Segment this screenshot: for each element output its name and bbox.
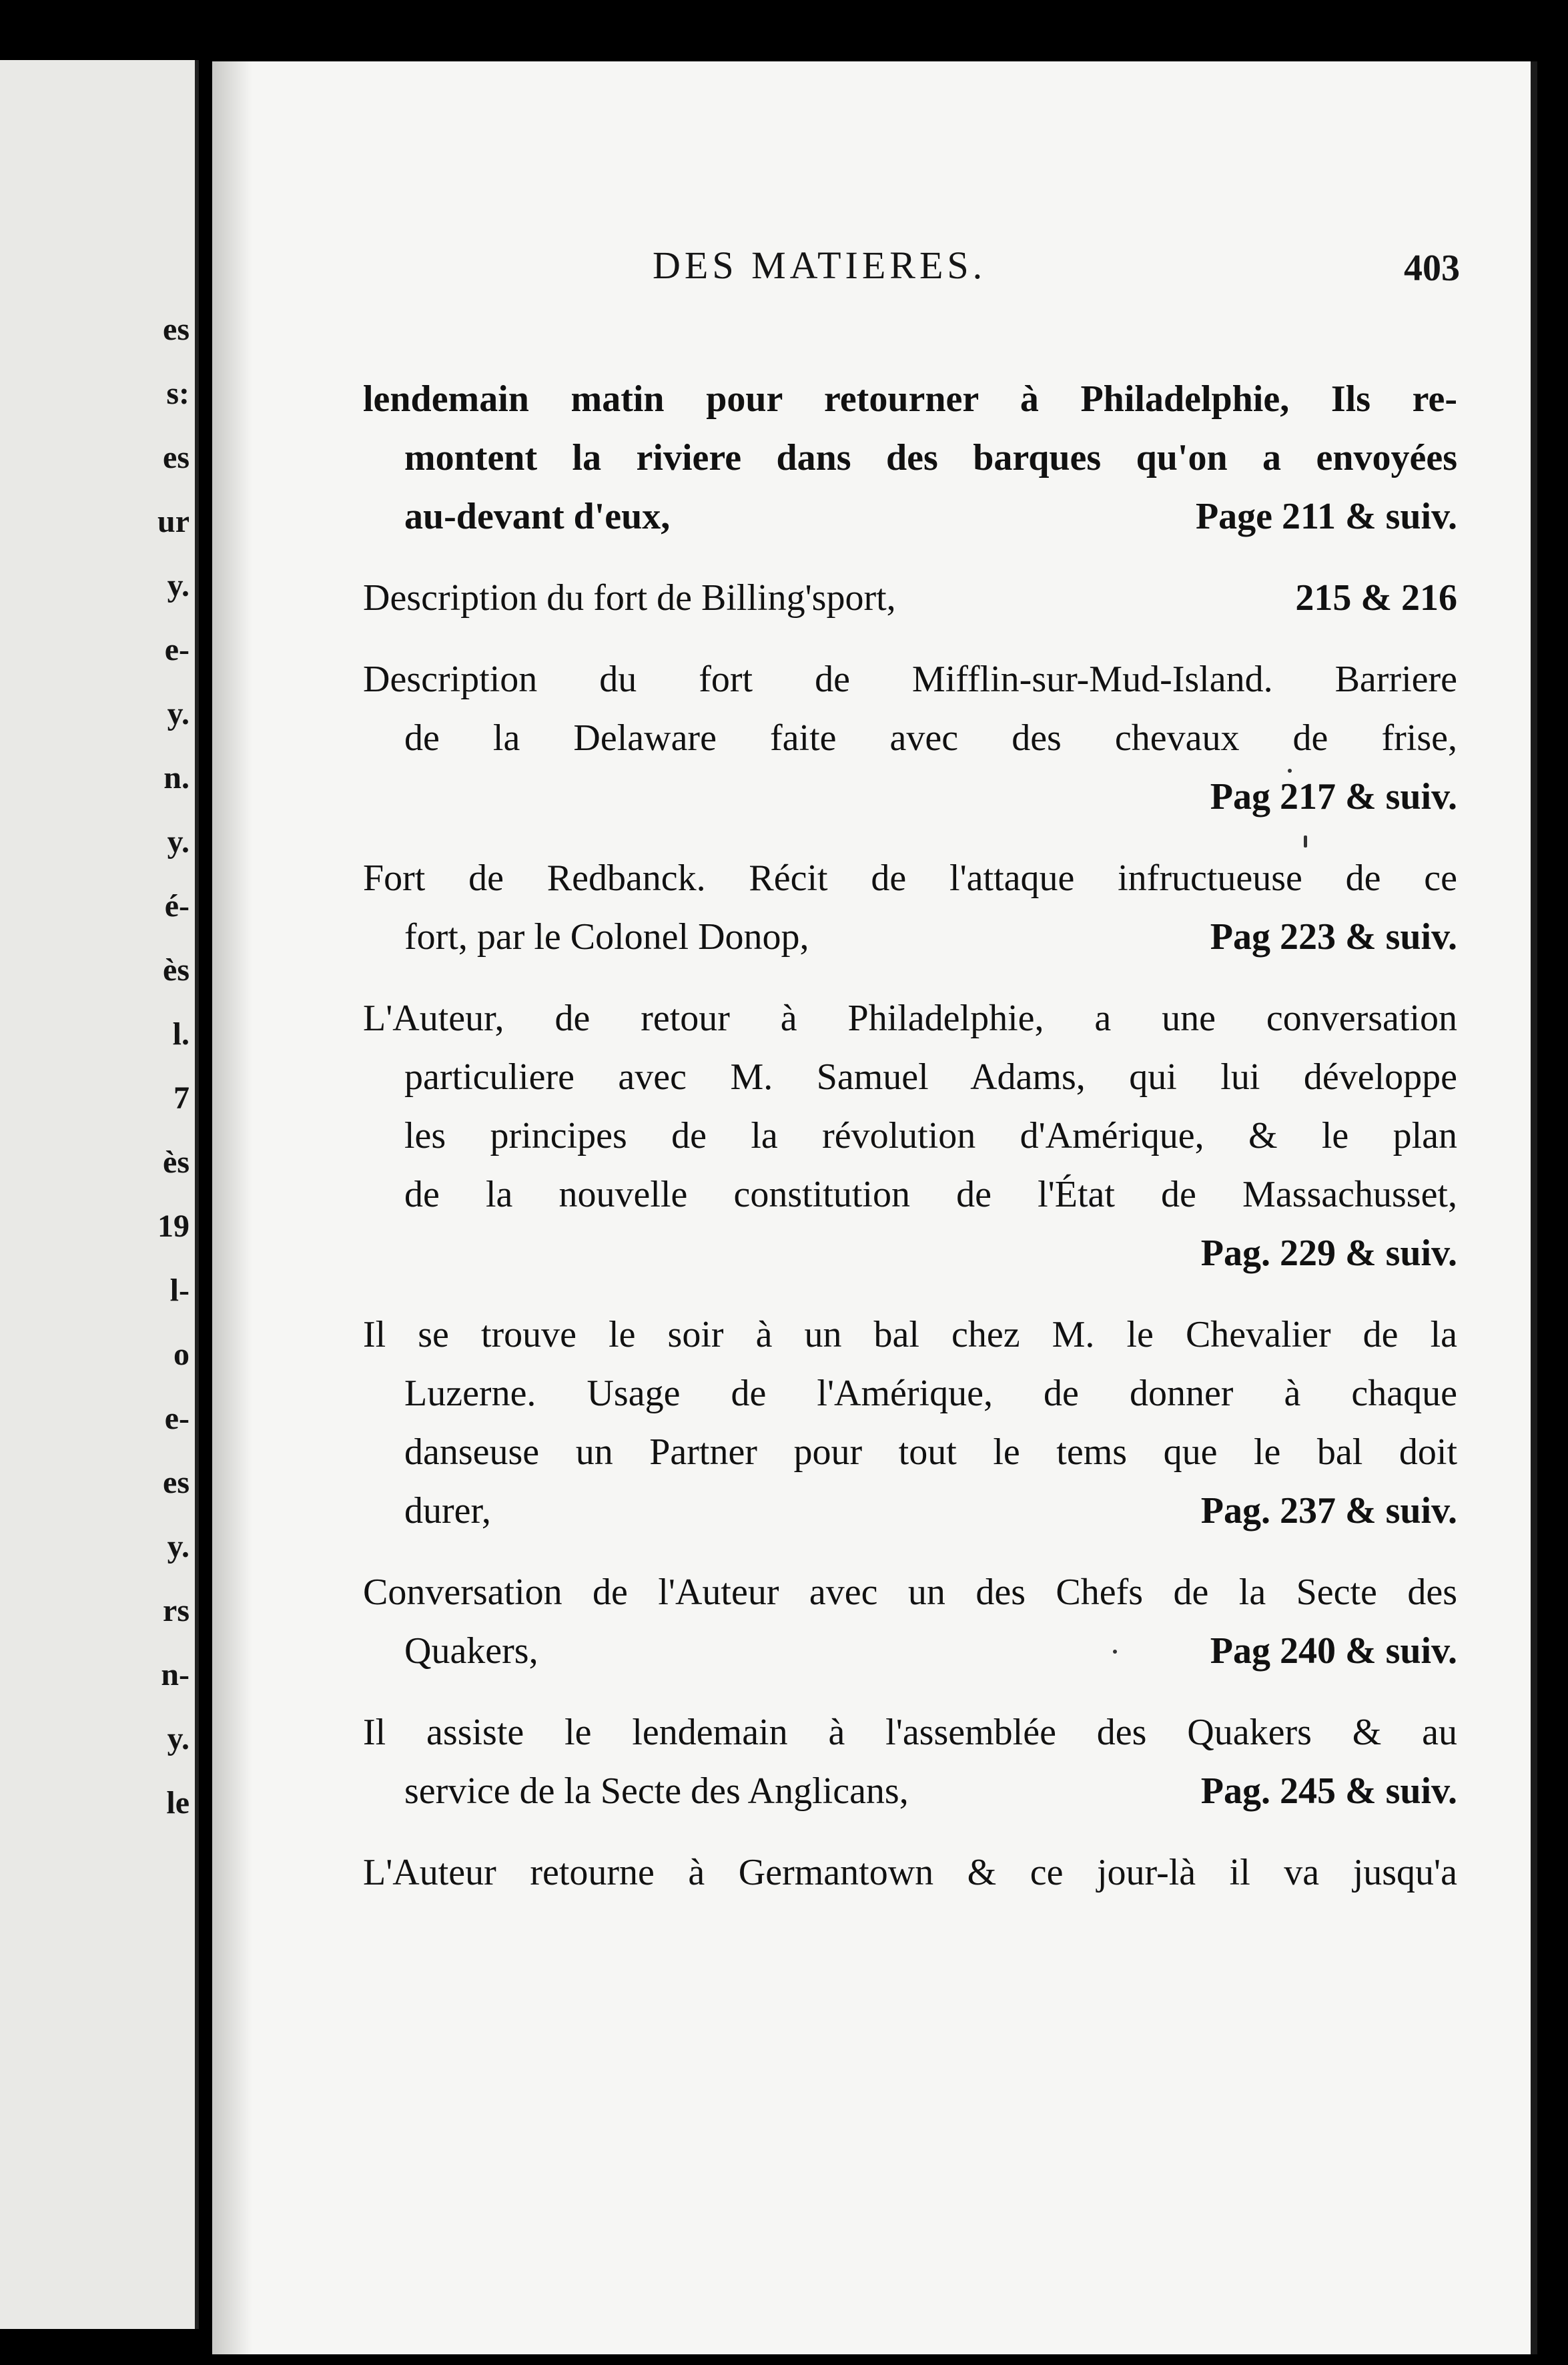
- ink-speck: [1113, 1650, 1117, 1654]
- index-entry: [363, 1305, 1457, 1540]
- facing-page-fragment: 7: [173, 1080, 189, 1116]
- facing-page-fragment: 19: [157, 1209, 189, 1244]
- entry-last-text: durer,: [404, 1490, 491, 1532]
- entry-line: de la Delaware faite avec des chevaux de frise,: [404, 717, 1457, 759]
- entry-last-text: Quakers,: [404, 1630, 538, 1672]
- page-reference: Pag 240 & suiv.: [1210, 1630, 1457, 1672]
- index-entry: [363, 849, 1457, 966]
- facing-page-fragment: ès: [163, 1144, 189, 1180]
- page-reference: Page 211 & suiv.: [1195, 496, 1457, 537]
- entry-line: Fort de Redbanck. Récit de l'attaque infructueuse de ce: [363, 858, 1457, 899]
- entry-line: Il assiste le lendemain à l'assemblée des Quakers & au: [363, 1712, 1457, 1753]
- facing-page-fragment: s:: [166, 376, 189, 411]
- entry-reference-line: [363, 908, 1457, 966]
- index-entry: [363, 370, 1457, 546]
- facing-page-fragment: e-: [164, 1401, 189, 1436]
- facing-page-fragment: y.: [167, 1721, 189, 1756]
- page-reference: Pag. 245 & suiv.: [1200, 1770, 1457, 1812]
- entry-reference-line: [363, 1224, 1457, 1283]
- facing-page-fragment: n-: [161, 1657, 189, 1692]
- facing-page-fragment: y.: [167, 1529, 189, 1564]
- entry-last-text: service de la Secte des Anglicans,: [404, 1770, 909, 1812]
- facing-page-fragment: es: [163, 440, 189, 475]
- ink-speck: [1304, 835, 1307, 848]
- running-head: [572, 243, 1460, 303]
- facing-page-fragment: e-: [164, 632, 189, 667]
- entry-reference-line: [363, 1481, 1457, 1540]
- index-entries: [363, 370, 1457, 1925]
- facing-page-fragment: é-: [164, 888, 189, 924]
- entry-last-text: Description du fort de Billing'sport,: [363, 577, 896, 619]
- page-number: 403: [1404, 248, 1460, 289]
- entry-line: Il se trouve le soir à un bal chez M. le Chevalier de la: [363, 1314, 1457, 1355]
- index-entry: [363, 1703, 1457, 1820]
- entry-last-text: au-devant d'eux,: [404, 496, 671, 537]
- facing-page-fragment: y.: [167, 696, 189, 731]
- entry-line: particuliere avec M. Samuel Adams, qui lui développe: [404, 1056, 1457, 1098]
- entry-line: les principes de la révolution d'Amérique, & le plan: [404, 1115, 1457, 1156]
- entry-last-text: fort, par le Colonel Donop,: [404, 916, 809, 958]
- entry-reference-line: [363, 1762, 1457, 1820]
- entry-line: Luzerne. Usage de l'Amérique, de donner à chaque: [404, 1373, 1457, 1414]
- index-entry: [363, 989, 1457, 1283]
- facing-page-fragment: l-: [169, 1273, 189, 1308]
- entry-line: de la nouvelle constitution de l'État de Massachusset,: [404, 1174, 1457, 1215]
- entry-reference-line: [363, 487, 1457, 546]
- facing-page-fragment: y.: [167, 568, 189, 603]
- page-reference: Pag 217 & suiv.: [1210, 776, 1457, 817]
- entry-line: Description du fort de Mifflin-sur-Mud-Island. Barriere: [363, 659, 1457, 700]
- index-entry: [363, 650, 1457, 826]
- page-reference: Pag. 229 & suiv.: [1200, 1233, 1457, 1274]
- entry-reference-line: [363, 767, 1457, 826]
- facing-page-fragment: rs: [163, 1593, 189, 1628]
- entry-line: montent la riviere dans des barques qu'on a envoyées: [404, 437, 1457, 478]
- index-entry: [363, 1843, 1457, 1902]
- index-entry: [363, 569, 1457, 627]
- entry-line: Conversation de l'Auteur avec un des Chefs de la Secte des: [363, 1572, 1457, 1613]
- facing-page-edge: [0, 60, 199, 2329]
- entry-line: L'Auteur, de retour à Philadelphie, a une conversation: [363, 998, 1457, 1039]
- entry-reference-line: [363, 1622, 1457, 1680]
- index-entry: [363, 1563, 1457, 1680]
- page-reference: 215 & 216: [1295, 577, 1457, 619]
- entry-line: lendemain matin pour retourner à Philadelphie, Ils re-: [363, 378, 1457, 420]
- entry-line: L'Auteur retourne à Germantown & ce jour-là il va jusqu'a: [363, 1852, 1457, 1893]
- facing-page-fragment: y.: [167, 824, 189, 860]
- facing-page-fragment: le: [166, 1785, 189, 1820]
- facing-page-fragment: es: [163, 312, 189, 347]
- facing-page-fragment: l.: [172, 1016, 189, 1052]
- book-page: [212, 61, 1537, 2354]
- running-head-title: DES MATIERES.: [653, 244, 987, 287]
- facing-page-fragment: ur: [157, 504, 189, 539]
- facing-page-fragment: n.: [163, 760, 189, 795]
- entry-line: danseuse un Partner pour tout le tems que le bal doit: [404, 1431, 1457, 1473]
- page-reference: Pag 223 & suiv.: [1210, 916, 1457, 958]
- page-reference: Pag. 237 & suiv.: [1200, 1490, 1457, 1532]
- entry-reference-line: [363, 569, 1457, 627]
- ink-speck: [1288, 769, 1292, 773]
- facing-page-fragment: o: [173, 1337, 189, 1372]
- facing-page-fragment: ès: [163, 952, 189, 988]
- facing-page-fragment: es: [163, 1465, 189, 1500]
- gutter-shadow: [212, 61, 252, 2354]
